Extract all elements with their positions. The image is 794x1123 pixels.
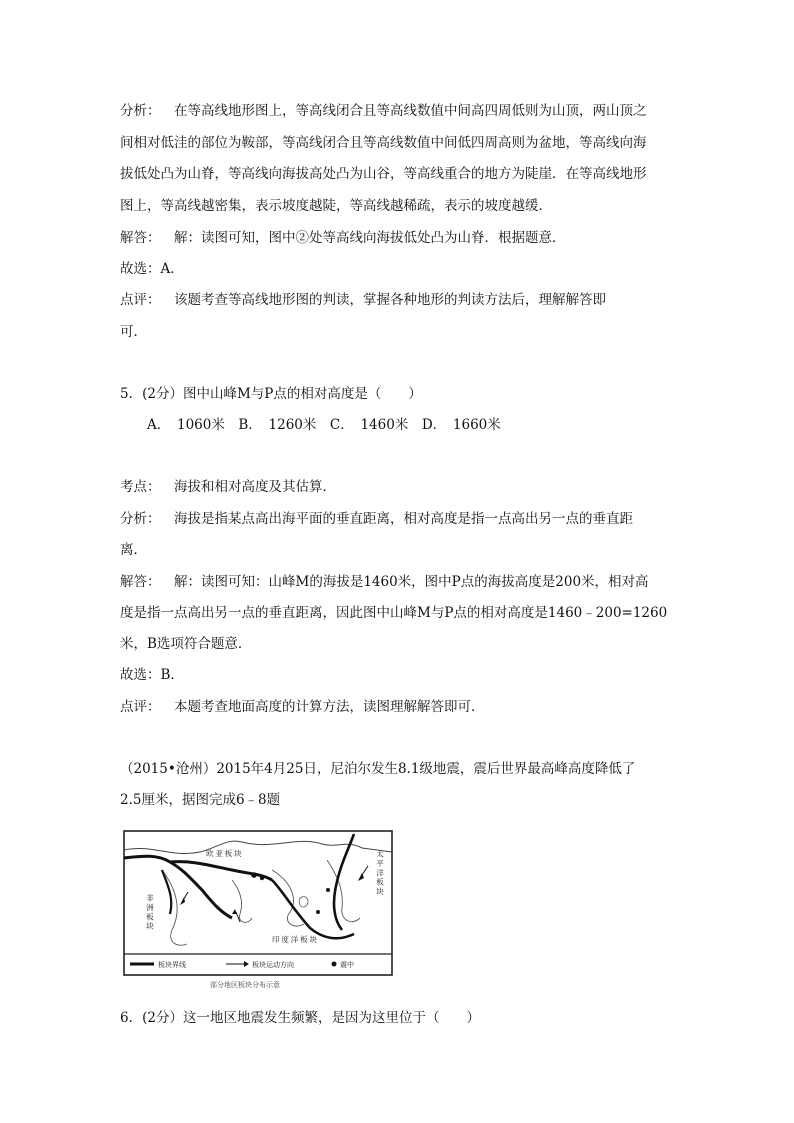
prev-analysis-line-3: 拔低处凸为山脊，等高线向海拔高处凸为山谷，等高线重合的地方为陡崖．在等高线地形 — [120, 166, 647, 182]
analysis-label: 分析： — [120, 103, 161, 119]
legend-motion-label: 板块运动方向 — [252, 961, 294, 969]
legend-quake-label: 震中 — [340, 961, 354, 969]
plate-label-indian: 印 度 洋 板 块 — [272, 935, 317, 944]
q5-choice: 故选：B． — [120, 667, 184, 683]
epicenter-dot — [326, 888, 330, 892]
epicenter-dot — [260, 876, 264, 880]
prev-comment-line-1: 点评： 该题考查等高线地形图的判读，掌握各种地形的判读方法后，理解解答即 — [120, 292, 606, 308]
plate-label-eurasia: 欧 亚 板 块 — [206, 849, 242, 858]
q6-stem: 6．(2分）这一地区地震发生频繁，是因为这里位于（ ） — [120, 1010, 480, 1026]
q5-analysis-line-2: 离． — [120, 542, 147, 558]
epicenter-dot — [251, 872, 257, 878]
answer-label: 解答： — [120, 230, 161, 246]
q5-answer-line-1: 解答： 解：读图可知：山峰M的海拔是1460米，图中P点的海拔高度是200米，相对高 — [120, 574, 649, 590]
comment-label: 点评： — [120, 292, 161, 308]
plate-label-pacific: 太 平 洋 板 块 — [375, 850, 385, 895]
plate-map — [122, 830, 394, 980]
q5-comment: 点评： 本题考查地面高度的计算方法，读图理解解答即可． — [120, 699, 485, 715]
q5-kaodian: 考点： 海拔和相对高度及其估算． — [120, 479, 336, 495]
prev-choice: 故选：A． — [120, 261, 184, 277]
q5-analysis-line-1: 分析： 海拔是指某点高出海平面的垂直距离，相对高度是指一点高出另一点的垂直距 — [120, 511, 633, 527]
prev-comment-line-2: 可． — [120, 324, 147, 340]
q5-options: A． 1060米 B． 1260米 C． 1460米 D． 1660米 — [147, 417, 501, 433]
prev-answer-line: 解答： 解：读图可知，图中②处等高线向海拔低处凸为山脊．根据题意． — [120, 230, 566, 246]
kaodian-label: 考点： — [120, 479, 161, 495]
intro-line-2: 2.5厘米，据图完成6﹣8题 — [120, 792, 281, 808]
legend-boundary-label: 板块界线 — [158, 961, 186, 969]
prev-analysis-line-2: 间相对低洼的部位为鞍部，等高线闭合且等高线数值中间低四周高则为盆地，等高线向海 — [120, 135, 647, 151]
legend-quake-swatch — [332, 962, 337, 967]
q5-answer-line-3: 米，B选项符合题意． — [120, 636, 252, 652]
analysis-label: 分析： — [120, 511, 161, 527]
q5-stem: 5．(2分）图中山峰M与P点的相对高度是（ ） — [120, 386, 422, 402]
answer-label: 解答： — [120, 574, 161, 590]
intro-line-1: （2015•沧州）2015年4月25日，尼泊尔发生8.1级地震，震后世界最高峰高度降低了 — [120, 761, 636, 777]
comment-label: 点评： — [120, 699, 161, 715]
plate-map-figure — [122, 830, 394, 980]
epicenter-dot — [316, 910, 320, 914]
map-caption: 部分地区板块分布示意 — [210, 981, 280, 989]
prev-analysis-line-1: 分析： 在等高线地形图上，等高线闭合且等高线数值中间高四周低则为山顶，两山顶之 — [120, 103, 647, 119]
plate-label-africa: 非 洲 板 块 — [145, 894, 155, 930]
prev-analysis-line-4: 图上，等高线越密集，表示坡度越陡，等高线越稀疏，表示的坡度越缓． — [120, 198, 552, 214]
q5-answer-line-2: 度是指一点高出另一点的垂直距离，因此图中山峰M与P点的相对高度是1460﹣200=1260 — [120, 605, 668, 621]
